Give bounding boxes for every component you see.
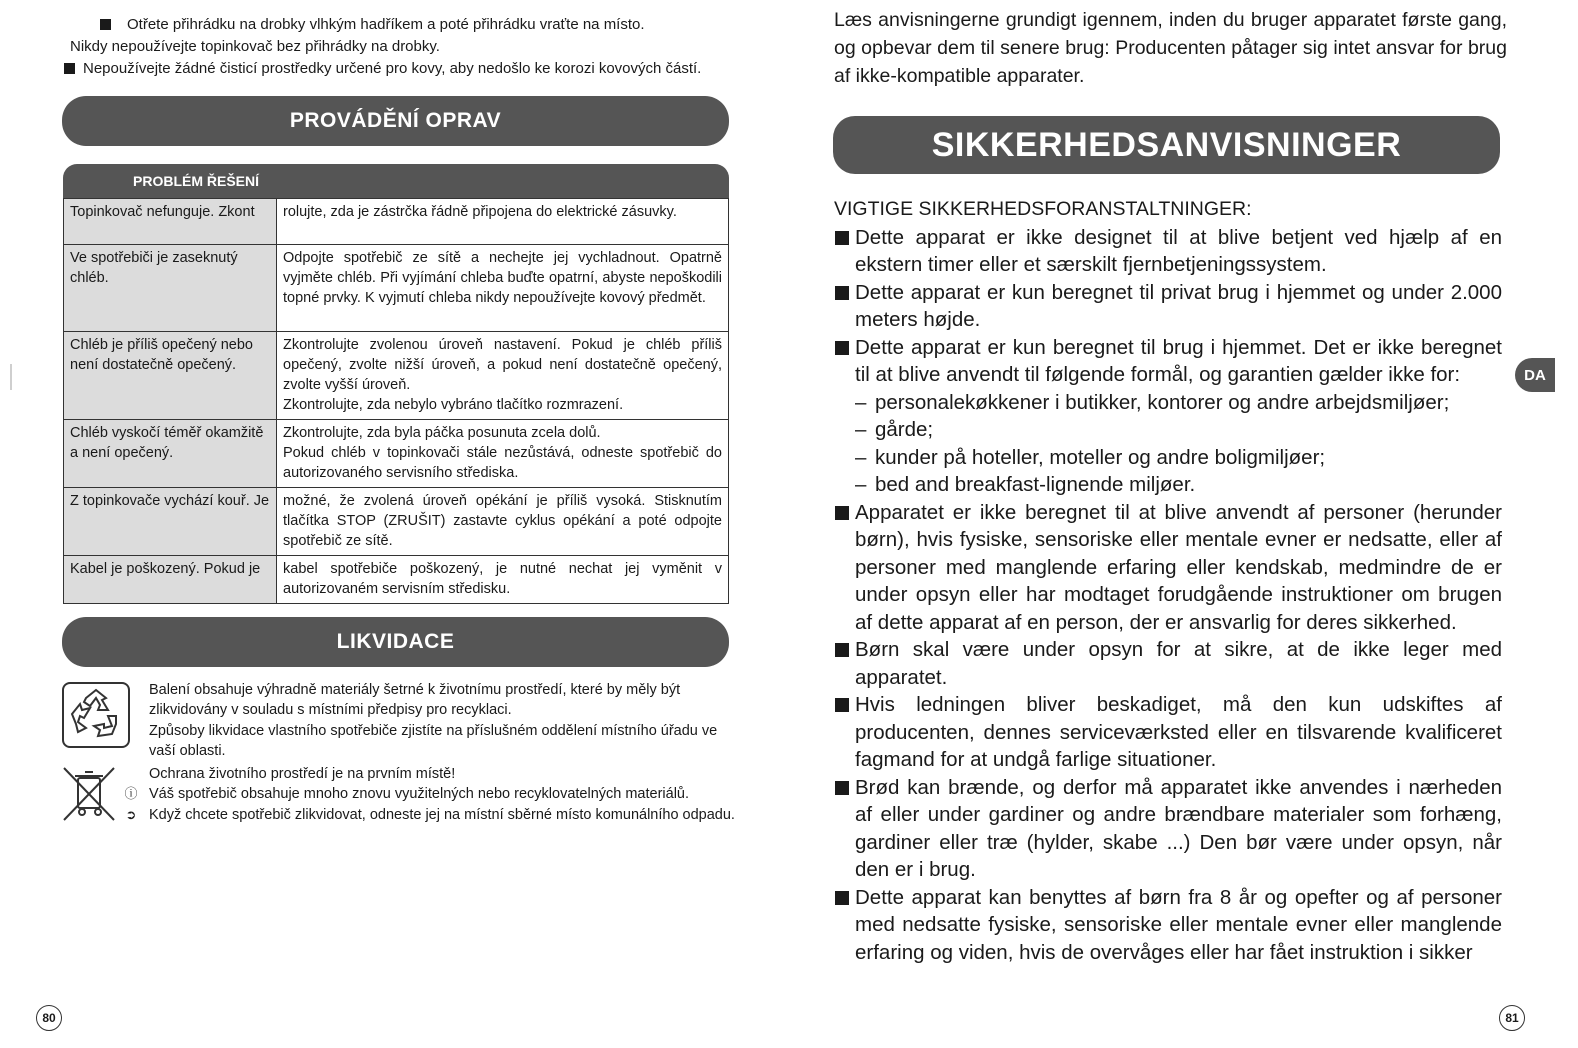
page-number: 81 [1499, 1005, 1525, 1031]
bullet-square-icon [64, 63, 75, 74]
table-row [64, 245, 729, 332]
dash-item: – kunder på hoteller, moteller og andre boligmiljøer; [855, 445, 1326, 469]
solution-cell [277, 332, 729, 420]
list-item [834, 224, 1502, 279]
list-item [834, 279, 1502, 334]
table-row [64, 199, 729, 245]
margin-mark [10, 364, 12, 390]
item-text: Dette apparat er kun beregnet til privat brug i hjemmet og under 2.000 meters højde. [855, 280, 1502, 331]
solution-cell: kabel spotřebiče poškozený, je nutné nechat jej vyměnit v autorizovaném servisním středisku. [277, 556, 729, 604]
item-text: Dette apparat er kun beregnet til brug i hjemmet. Det er ikke beregnet til at blive anvendt til følgende formål, og garantien gælder ikke for: [855, 335, 1502, 386]
bullet-square-icon [835, 286, 849, 300]
solution-text: Zkontrolujte, zda nebylo vybráno tlačítko rozmrazení. [283, 397, 624, 413]
table-row [64, 332, 729, 420]
info-icon: ⓘ [124, 786, 138, 802]
bullet-square-icon [835, 231, 849, 245]
arrow-icon: ➲ [125, 806, 137, 822]
dash-text: bed and breakfast-lignende miljøer. [875, 473, 1196, 496]
problem-cell: Chléb vyskočí téměř okamžitě a není opečený. [64, 420, 277, 488]
solution-cell: rolujte, zda je zástrčka řádně připojena do elektrické zásuvky. [277, 199, 729, 245]
item-text: Hvis ledningen bliver beskadiget, må den kun udskiftes af producenten, dennes serviceværksted eller en tilsvarende kvalificeret fagmand for at undgå farlige situationer. [855, 693, 1502, 771]
problem-cell: Chléb je příliš opečený nebo není dostatečně opečený. [64, 332, 277, 420]
bullet-square-icon [835, 506, 849, 520]
dash-text: personalekøkkener i butikker, kontorer og andre arbejdsmiljøer; [875, 390, 1450, 414]
disposal-environment [60, 764, 740, 825]
disposal-packaging [60, 680, 740, 764]
dash-text: kunder på hoteller, moteller og andre boligmiljøer; [875, 445, 1326, 469]
solution-cell [277, 420, 729, 488]
list-item [834, 334, 1502, 389]
item-text: Dette apparat kan benyttes af børn fra 8 år og opefter og af personer med nedsatte fysiske, sensoriske eller mentale evner eller manglende erfaring og viden, hvis de overvåges eller har fået instruktion i sikker [855, 885, 1502, 964]
safety-instructions [834, 196, 1502, 966]
intro-paragraph: Læs anvisningerne grundigt igennem, inden du bruger apparatet første gang, og opbevar dem til senere brug: Producenten påtager sig intet ansvar for brug af ikke-kompatible apparater. [834, 9, 1507, 87]
bullet-square-icon [100, 19, 111, 30]
list-item [64, 58, 744, 80]
problem-cell: Ve spotřebiči je zaseknutý chléb. [64, 245, 277, 332]
cleaning-notes [64, 14, 744, 80]
list-item [834, 636, 1502, 691]
list-item [834, 884, 1502, 967]
solution-text: Pokud chléb v topinkovači stále nezůstává, odneste spotřebič do autorizovaného servisního střediska. [283, 445, 722, 481]
solution-text: Zkontrolujte zvolenou úroveň nastavení. Pokud je chléb příliš opečený, zvolte nižší úroveň, a pokud není dostatečně opečený, zvolte vyšší úroveň. [283, 337, 722, 393]
bullet-square-icon [835, 891, 849, 905]
solution-cell: Odpojte spotřebič ze sítě a nechejte jej vychladnout. Opatrně vyjměte chléb. Při vyjímání chleba buďte opatrní, abyste nepoškodili topné prvky. K vyjmutí chleba nikdy nepoužívejte kovový předmět. [277, 245, 729, 332]
repair-heading: PROVÁDĚNÍ OPRAV [62, 96, 729, 146]
dash-item: – gårde; [855, 418, 934, 441]
disposal-text: Způsoby likvidace vlastního spotřebiče zjistíte na příslušném oddělení místního úřadu ve vaší oblasti. [149, 722, 718, 759]
dash-item: – bed and breakfast-lignende miljøer. [855, 473, 1196, 496]
bullet-square-icon [835, 341, 849, 355]
dash-text: gårde; [875, 418, 934, 441]
problem-cell: Kabel je poškozený. Pokud je [64, 556, 277, 604]
problem-cell: Topinkovač nefunguje. Zkont [64, 199, 277, 245]
troubleshooting-table [63, 164, 729, 604]
list-item [124, 784, 740, 804]
disposal-text: Váš spotřebič obsahuje mnoho znovu využitelných nebo recyklovatelných materiálů. [149, 786, 690, 803]
list-item [64, 14, 744, 36]
disposal-section [60, 680, 740, 825]
cleaning-note-text: Nikdy nepoužívejte topinkovač bez přihrádky na drobky. [70, 38, 440, 55]
item-text: Brød kan brænde, og derfor må apparatet ikke anvendes i nærheden af eller under gardiner og andre brændbare materialer som forhæng, gardiner eller træ (hylder, skabe ...) Den bør være under opsyn, når den er i brug. [855, 775, 1502, 881]
language-tab: DA [1515, 358, 1555, 392]
table-row [64, 420, 729, 488]
right-page [789, 0, 1578, 1048]
bullet-square-icon [835, 698, 849, 712]
disposal-heading: LIKVIDACE [62, 617, 729, 667]
list-item [834, 499, 1502, 637]
list-item [64, 36, 744, 58]
disposal-text: Ochrana životního prostředí je na prvním místě! [149, 766, 456, 782]
dash-item: – personalekøkkener i butikker, kontorer og andre arbejdsmiljøer; [855, 390, 1450, 414]
cleaning-note-text: Otřete přihrádku na drobky vlhkým hadříkem a poté přihrádku vraťte na místo. [127, 16, 645, 33]
bullet-square-icon [835, 643, 849, 657]
table-header: PROBLÉM ŘEŠENÍ [63, 164, 729, 198]
list-item [125, 805, 740, 825]
solution-text: Zkontrolujte, zda byla páčka posunuta zcela dolů. [283, 425, 601, 441]
disposal-text: Balení obsahuje výhradně materiály šetrné k životnímu prostředí, které by měly být zlikvidovány v souladu s místními předpisy pro recyklaci. [149, 682, 681, 719]
table-row [64, 556, 729, 604]
solution-cell: možné, že zvolená úroveň opékání je příliš vysoká. Stisknutím tlačítka STOP (ZRUŠIT) zastavte cyklus opékání a poté odpojte spotřebič ze sítě. [277, 488, 729, 556]
list-item [834, 691, 1502, 774]
problem-cell: Z topinkovače vychází kouř. Je [64, 488, 277, 556]
item-text: Børn skal være under opsyn for at sikre, at de ikke leger med apparatet. [855, 638, 1502, 689]
safety-subheading: VIGTIGE SIKKERHEDSFORANSTALTNINGER: [834, 198, 1252, 220]
item-text: Apparatet er ikke beregnet til at blive anvendt af personer (herunder børn), hvis fysiske, sensoriske eller mentale evner er nedsatte, eller af personer med manglende erfaring eller kendskab, medmindre de er under opsyn eller har modtaget forudgående instruktioner om brugen af dette apparat af en person, der er ansvarlig for deres sikkerhed. [855, 500, 1502, 634]
table-row [64, 488, 729, 556]
bullet-square-icon [835, 781, 849, 795]
cleaning-note-text: Nepoužívejte žádné čisticí prostředky určené pro kovy, aby nedošlo ke korozi kovových částí. [83, 60, 702, 77]
safety-heading: SIKKERHEDSANVISNINGER [833, 116, 1500, 174]
list-item [834, 774, 1502, 884]
item-text: Dette apparat er ikke designet til at blive betjent ved hjælp af en ekstern timer eller et særskilt fjernbetjeningssystem. [855, 225, 1502, 276]
disposal-text: Když chcete spotřebič zlikvidovat, odneste jej na místní sběrné místo komunálního odpadu. [149, 806, 735, 823]
page-number: 80 [36, 1005, 62, 1031]
